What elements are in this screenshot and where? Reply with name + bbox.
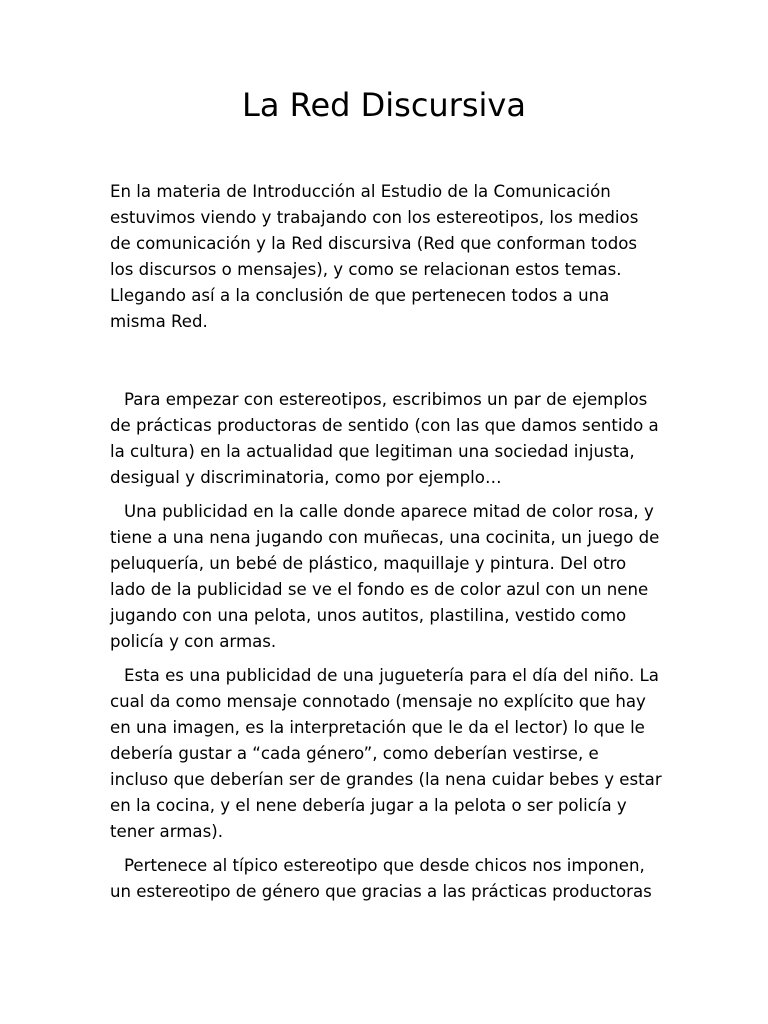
text-line: debería gustar a “cada género”, como deberían vestirse, e — [110, 744, 599, 763]
text-line: tener armas). — [110, 822, 223, 841]
text-line: Pertenece al típico estereotipo que desde chicos nos imponen, — [124, 856, 645, 875]
paragraph-jugueteria — [110, 663, 670, 845]
text-line: Esta es una publicidad de una juguetería para el día del niño. La — [124, 666, 659, 685]
text-line: estuvimos viendo y trabajando con los estereotipos, los medios — [110, 208, 639, 227]
text-line: policía y con armas. — [110, 632, 277, 651]
paragraph-publicidad — [110, 499, 670, 655]
text-line: misma Red. — [110, 312, 208, 331]
text-line: de comunicación y la Red discursiva (Red que conforman todos — [110, 234, 638, 253]
text-line: cual da como mensaje connotado (mensaje no explícito que hay — [110, 692, 646, 711]
paragraph-intro — [110, 179, 670, 335]
paragraph-estereotipos — [110, 387, 670, 491]
text-line: tiene a una nena jugando con muñecas, una cocinita, un juego de — [110, 528, 660, 547]
text-line: de prácticas productoras de sentido (con las que damos sentido a — [110, 416, 659, 435]
text-line: la cultura) en la actualidad que legitiman una sociedad injusta, — [110, 442, 635, 461]
text-line: incluso que deberían ser de grandes (la nena cuidar bebes y estar — [110, 770, 662, 789]
text-line: Para empezar con estereotipos, escribimos un par de ejemplos — [124, 390, 648, 409]
text-line: los discursos o mensajes), y como se relacionan estos temas. — [110, 260, 622, 279]
text-line: peluquería, un bebé de plástico, maquillaje y pintura. Del otro — [110, 554, 627, 573]
paragraph-genero — [110, 853, 670, 905]
text-line: En la materia de Introducción al Estudio de la Comunicación — [110, 182, 611, 201]
text-line: en una imagen, es la interpretación que le da el lector) lo que le — [110, 718, 645, 737]
document-body — [110, 179, 670, 905]
text-line: un estereotipo de género que gracias a las prácticas productoras — [110, 882, 652, 901]
text-line: en la cocina, y el nene debería jugar a la pelota o ser policía y — [110, 796, 627, 815]
text-line: lado de la publicidad se ve el fondo es de color azul con un nene — [110, 580, 649, 599]
text-line: Una publicidad en la calle donde aparece mitad de color rosa, y — [124, 502, 654, 521]
text-line: jugando con una pelota, unos autitos, plastilina, vestido como — [110, 606, 627, 625]
document-title: La Red Discursiva — [242, 86, 526, 124]
text-line: Llegando así a la conclusión de que pertenecen todos a una — [110, 286, 610, 305]
text-line: desigual y discriminatoria, como por ejemplo… — [110, 468, 502, 487]
